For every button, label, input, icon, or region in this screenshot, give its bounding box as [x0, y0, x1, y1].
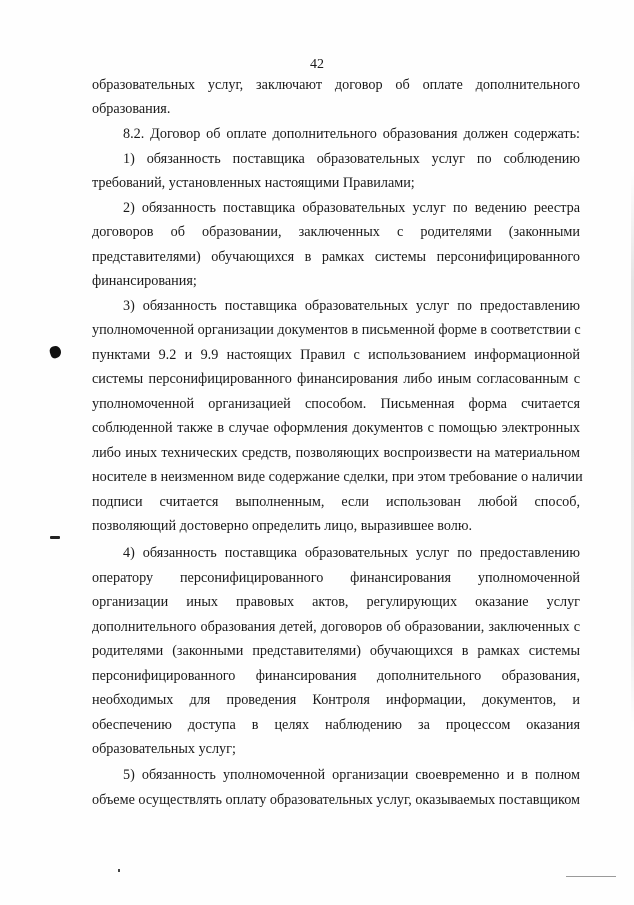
- text-line-2: образования.: [92, 101, 171, 117]
- text-line-25: персонифицированного финансирования дополнительного образования,: [92, 668, 580, 684]
- text-line-7: договоров об образовании, заключенных с родителями (законными: [92, 224, 580, 240]
- text-line-23: дополнительного образования детей, договоров об образовании, заключенных с: [92, 619, 580, 635]
- text-line-14: уполномоченной организацией способом. Письменная форма считается: [92, 396, 580, 412]
- text-line-16: либо иных технических средств, позволяющих воспроизвести на материальном: [92, 445, 580, 461]
- text-line-30: объеме осуществлять оплату образовательных услуг, оказываемых поставщиком: [92, 792, 580, 808]
- text-line-17: носителе в неизменном виде содержание сделки, при этом требование о наличии: [92, 469, 583, 485]
- text-line-12: пунктами 9.2 и 9.9 настоящих Правил с использованием информационной: [92, 347, 580, 363]
- text-line-11: уполномоченной организации документов в письменной форме в соответствии с: [92, 322, 581, 338]
- text-line-8: представителями) обучающихся в рамках системы персонифицированного: [92, 249, 580, 265]
- text-line-9: финансирования;: [92, 273, 197, 289]
- text-line-29: 5) обязанность уполномоченной организации своевременно и в полном: [123, 767, 580, 783]
- text-line-6: 2) обязанность поставщика образовательных услуг по ведению реестра: [123, 200, 580, 216]
- text-line-1: образовательных услуг, заключают договор об оплате дополнительного: [92, 77, 580, 93]
- scan-speck: [118, 869, 120, 872]
- text-line-20: 4) обязанность поставщика образовательных услуг по предоставлению: [123, 545, 580, 561]
- text-line-3: 8.2. Договор об оплате дополнительного образования должен содержать:: [123, 126, 580, 142]
- text-line-24: родителями (законными представителями) обучающихся в рамках системы: [92, 643, 580, 659]
- text-line-22: организации иных правовых актов, регулирующих оказание услуг: [92, 594, 580, 610]
- scan-ink-blot: [48, 345, 62, 360]
- text-line-28: образовательных услуг;: [92, 741, 236, 757]
- text-line-13: системы персонифицированного финансирования либо иным согласованным с: [92, 371, 580, 387]
- text-line-15: соблюденной также в случае оформления документов с помощью электронных: [92, 420, 580, 436]
- text-line-26: необходимых для проведения Контроля информации, документов, и: [92, 692, 580, 708]
- text-line-4: 1) обязанность поставщика образовательных услуг по соблюдению: [123, 151, 580, 167]
- scan-edge-line: [566, 876, 616, 877]
- text-line-19: позволяющий достоверно определить лицо, выразившее волю.: [92, 518, 473, 534]
- text-line-5: требований, установленных настоящими Правилами;: [92, 175, 415, 191]
- text-line-10: 3) обязанность поставщика образовательных услуг по предоставлению: [123, 298, 580, 314]
- page-number: 42: [310, 57, 324, 72]
- text-line-21: оператору персонифицированного финансирования уполномоченной: [92, 570, 580, 586]
- text-line-27: обеспечению доступа в целях наблюдению за процессом оказания: [92, 717, 580, 733]
- scan-ink-dash: [50, 536, 60, 539]
- text-line-18: подписи считается выполненным, если использован любой способ,: [92, 494, 580, 510]
